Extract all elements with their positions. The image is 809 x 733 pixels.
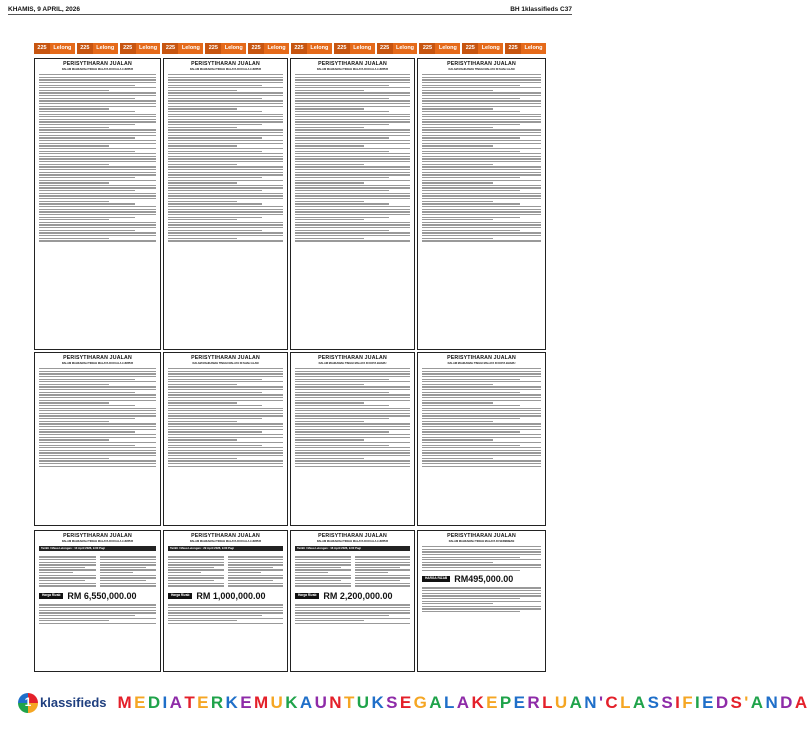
reserve-price bbox=[168, 591, 283, 601]
lelong-label bbox=[462, 43, 503, 54]
price-label: Harga Rizab bbox=[168, 593, 192, 599]
auction-ad-5 bbox=[34, 352, 161, 526]
lelong-code: 225 bbox=[419, 43, 435, 54]
lelong-code: 225 bbox=[248, 43, 264, 54]
klassifieds-logo bbox=[18, 689, 107, 717]
lelong-code: 225 bbox=[205, 43, 221, 54]
ad-body-text bbox=[295, 555, 351, 588]
reserve-price bbox=[422, 574, 541, 584]
auction-ad-2 bbox=[163, 58, 288, 350]
lelong-word: Lelong bbox=[353, 45, 372, 52]
lelong-word: Lelong bbox=[53, 45, 72, 52]
ad-body-text bbox=[422, 587, 541, 612]
auction-ad-10 bbox=[163, 530, 288, 672]
lelong-code: 225 bbox=[462, 43, 478, 54]
lelong-word: Lelong bbox=[267, 45, 286, 52]
footer-slogan: M E D I A T E R K E M U K A U N T U K S E G A L A K E P E R L U A N ' C L A S S I F I E D S ' A N D A bbox=[117, 693, 808, 713]
ad-body-text bbox=[39, 368, 156, 467]
ad-title: PERISYTIHARAN JUALAN bbox=[318, 61, 387, 67]
ad-title: PERISYTIHARAN JUALAN bbox=[318, 533, 387, 539]
lelong-code: 225 bbox=[120, 43, 136, 54]
page-header bbox=[8, 5, 572, 15]
ad-body-text bbox=[100, 555, 157, 588]
ad-title: PERISYTIHARAN JUALAN bbox=[63, 61, 132, 67]
ad-court: DALAM MAHKAMAH TINGGI MALAYA DI KUALA LUMPUR bbox=[61, 67, 134, 71]
classifieds-footer bbox=[0, 683, 808, 723]
ad-court: DALAM MAHKAMAH TINGGI MALAYA DI KOTA BHARU bbox=[318, 361, 387, 365]
lelong-word: Lelong bbox=[96, 45, 115, 52]
lelong-label bbox=[291, 43, 332, 54]
lelong-code: 225 bbox=[291, 43, 307, 54]
auction-ad-1 bbox=[34, 58, 161, 350]
lelong-word: Lelong bbox=[181, 45, 200, 52]
ad-title: PERISYTIHARAN JUALAN bbox=[191, 533, 260, 539]
lelong-label bbox=[377, 43, 418, 54]
lelong-word: Lelong bbox=[310, 45, 329, 52]
auction-ad-3 bbox=[290, 58, 415, 350]
logo-mark: 1 bbox=[18, 693, 38, 713]
price-label: HARGA RIZAB bbox=[422, 576, 450, 582]
lelong-label bbox=[334, 43, 375, 54]
lelong-code: 225 bbox=[377, 43, 393, 54]
lelong-code: 225 bbox=[77, 43, 93, 54]
auction-ad-9 bbox=[34, 530, 161, 672]
auction-date: Tarikh / Masa Lelongan : 16 April 2026, 9.00 Pagi bbox=[295, 546, 410, 551]
lelong-label bbox=[120, 43, 161, 54]
ad-body-text bbox=[295, 368, 410, 467]
ad-body-text bbox=[422, 368, 541, 467]
lelong-label bbox=[205, 43, 246, 54]
ad-body-text bbox=[295, 74, 410, 242]
ad-body-text bbox=[295, 604, 410, 624]
lelong-code: 225 bbox=[34, 43, 50, 54]
lelong-code: 225 bbox=[162, 43, 178, 54]
lelong-label bbox=[162, 43, 203, 54]
ad-court: DALAM MAHKAMAH TINGGI MALAYA DI KUALA LUMPUR bbox=[61, 361, 134, 365]
auction-date: Tarikh / Masa Lelongan : 29 April 2026, 9.00 Pagi bbox=[168, 546, 283, 551]
ad-court: DALAM MAHKAMAH TINGGI MALAYA DI SEREMBAN bbox=[448, 539, 515, 543]
logo-text: klassifieds bbox=[40, 694, 107, 710]
ad-body-text bbox=[39, 604, 156, 624]
lelong-label bbox=[419, 43, 460, 54]
lelong-label bbox=[505, 43, 546, 54]
lelong-word: Lelong bbox=[524, 45, 543, 52]
price-value: RM 1,000,000.00 bbox=[196, 590, 266, 601]
auction-date: Tarikh / Masa Lelongan : 13 April 2026, 9.00 Pagi bbox=[39, 546, 156, 551]
ad-body-text bbox=[39, 74, 156, 242]
ad-body-text bbox=[422, 74, 541, 242]
lelong-word: Lelong bbox=[438, 45, 457, 52]
issue-date: KHAMIS, 9 APRIL, 2026 bbox=[8, 5, 81, 13]
auction-ad-6 bbox=[163, 352, 288, 526]
ad-court: DALAM MAHKAMAH TINGGI MALAYA DI KUALA LUMPUR bbox=[189, 539, 262, 543]
ad-body-text bbox=[168, 555, 224, 588]
section-label: BH 1klassifieds C37 bbox=[510, 5, 572, 13]
ad-court: DALAM MAHKAMAH TINGGI MALAYA DI KUALA LUMPUR bbox=[316, 539, 389, 543]
ad-body-text bbox=[228, 555, 284, 588]
price-value: RM 6,550,000.00 bbox=[67, 590, 137, 601]
auction-ad-7 bbox=[290, 352, 415, 526]
ad-court: DALAM MAHKAMAH TINGGI MALAYA DI SHAH ALAM bbox=[448, 67, 515, 71]
ad-court: DALAM MAHKAMAH TINGGI MALAYA DI SHAH ALAM bbox=[192, 361, 259, 365]
ad-court: DALAM MAHKAMAH TINGGI MALAYA DI KUALA LUMPUR bbox=[316, 67, 389, 71]
ad-title: PERISYTIHARAN JUALAN bbox=[318, 355, 387, 361]
lelong-word: Lelong bbox=[139, 45, 158, 52]
ad-title: PERISYTIHARAN JUALAN bbox=[63, 355, 132, 361]
lelong-label bbox=[34, 43, 75, 54]
ad-body-text bbox=[168, 604, 283, 624]
price-label: Harga Rizab bbox=[39, 593, 63, 599]
ad-body-text bbox=[422, 546, 541, 571]
auction-ad-11 bbox=[290, 530, 415, 672]
lelong-word: Lelong bbox=[396, 45, 415, 52]
reserve-price bbox=[39, 591, 156, 601]
auction-ad-4 bbox=[417, 58, 546, 350]
price-value: RM 2,200,000.00 bbox=[323, 590, 393, 601]
lelong-code: 225 bbox=[334, 43, 350, 54]
ad-court: DALAM MAHKAMAH TINGGI MALAYA DI KOTA BHARU bbox=[447, 361, 516, 365]
ad-body-text bbox=[168, 368, 283, 467]
price-value: RM495,000.00 bbox=[454, 574, 514, 584]
ad-title: PERISYTIHARAN JUALAN bbox=[447, 355, 516, 361]
ad-court: DALAM MAHKAMAH TINGGI MALAYA DI KUALA LUMPUR bbox=[61, 539, 134, 543]
ad-title: PERISYTIHARAN JUALAN bbox=[191, 61, 260, 67]
lelong-header-strip bbox=[34, 43, 546, 54]
ad-title: PERISYTIHARAN JUALAN bbox=[191, 355, 260, 361]
ad-title: PERISYTIHARAN JUALAN bbox=[447, 533, 516, 539]
auction-ad-8 bbox=[417, 352, 546, 526]
lelong-code: 225 bbox=[505, 43, 521, 54]
auction-ad-12 bbox=[417, 530, 546, 672]
ad-title: PERISYTIHARAN JUALAN bbox=[447, 61, 516, 67]
lelong-word: Lelong bbox=[224, 45, 243, 52]
reserve-price bbox=[295, 591, 410, 601]
lelong-label bbox=[248, 43, 289, 54]
ad-body-text bbox=[39, 555, 96, 588]
ad-body-text bbox=[355, 555, 411, 588]
ad-body-text bbox=[168, 74, 283, 242]
lelong-label bbox=[77, 43, 118, 54]
ad-title: PERISYTIHARAN JUALAN bbox=[63, 533, 132, 539]
ad-court: DALAM MAHKAMAH TINGGI MALAYA DI KUALA LUMPUR bbox=[189, 67, 262, 71]
price-label: Harga Rizab bbox=[295, 593, 319, 599]
lelong-word: Lelong bbox=[481, 45, 500, 52]
